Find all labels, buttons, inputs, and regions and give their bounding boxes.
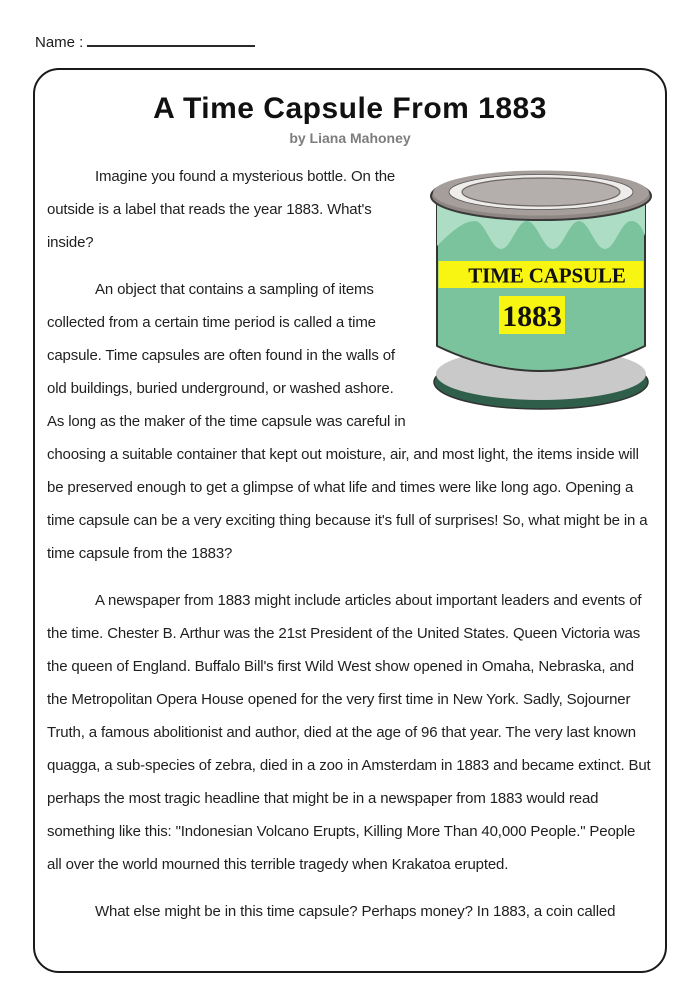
time-capsule-can-icon bbox=[425, 166, 657, 414]
paragraph-4: What else might be in this time capsule? Perhaps money? In 1883, a coin called bbox=[95, 903, 616, 920]
name-label: Name : bbox=[35, 34, 84, 51]
can-lid-inner-disc bbox=[462, 178, 620, 206]
name-row bbox=[35, 30, 700, 52]
paragraph-1: Imagine you found a mysterious bottle. On the outside is a label that reads the year 1883. What's inside? bbox=[47, 168, 396, 251]
page-title: A Time Capsule From 1883 bbox=[153, 92, 547, 125]
time-capsule-can-illustration bbox=[425, 166, 657, 414]
article-body bbox=[47, 160, 653, 928]
worksheet-border-box bbox=[33, 68, 667, 973]
name-blank-line[interactable] bbox=[87, 30, 255, 47]
byline: by Liana Mahoney bbox=[289, 130, 411, 146]
paragraph-3: A newspaper from 1883 might include articles about important leaders and events of the time. Chester B. Arthur was the 21st President of the United States. Queen Victoria was the queen of England. Buffalo Bill's first Wild West show opened in Omaha, Nebraska, and the Metropolitan Opera House opened for the very first time in New York. Sadly, Sojourner Truth, a famous abolitionist and author, died at the age of 96 that year. The very last known quagga, a sub-species of zebra, died in a zoo in Amsterdam in 1883 and became extinct. But perhaps the most tragic headline that might be in a newspaper from 1883 would read something like this: "Indonesian Volcano Erupts, Killing More Than 40,000 People." People all over the world mourned this terrible tragedy when Krakatoa erupted. bbox=[47, 592, 651, 873]
can-year-text: 1883 bbox=[502, 300, 562, 333]
paragraph-2: An object that contains a sampling of items collected from a certain time period is called a time capsule. Time capsules are often found in the walls of old buildings, buried underground, or washed ashore. As long as the maker of the time capsule was careful in choosing a suitable container that kept out moisture, air, and most light, the items inside will be preserved enough to get a glimpse of what life and times were like long ago. Opening a time capsule can be a very exciting thing because it's full of surprises! So, what might be in a time capsule from the 1883? bbox=[47, 281, 648, 562]
can-label-text: TIME CAPSULE bbox=[468, 263, 626, 288]
